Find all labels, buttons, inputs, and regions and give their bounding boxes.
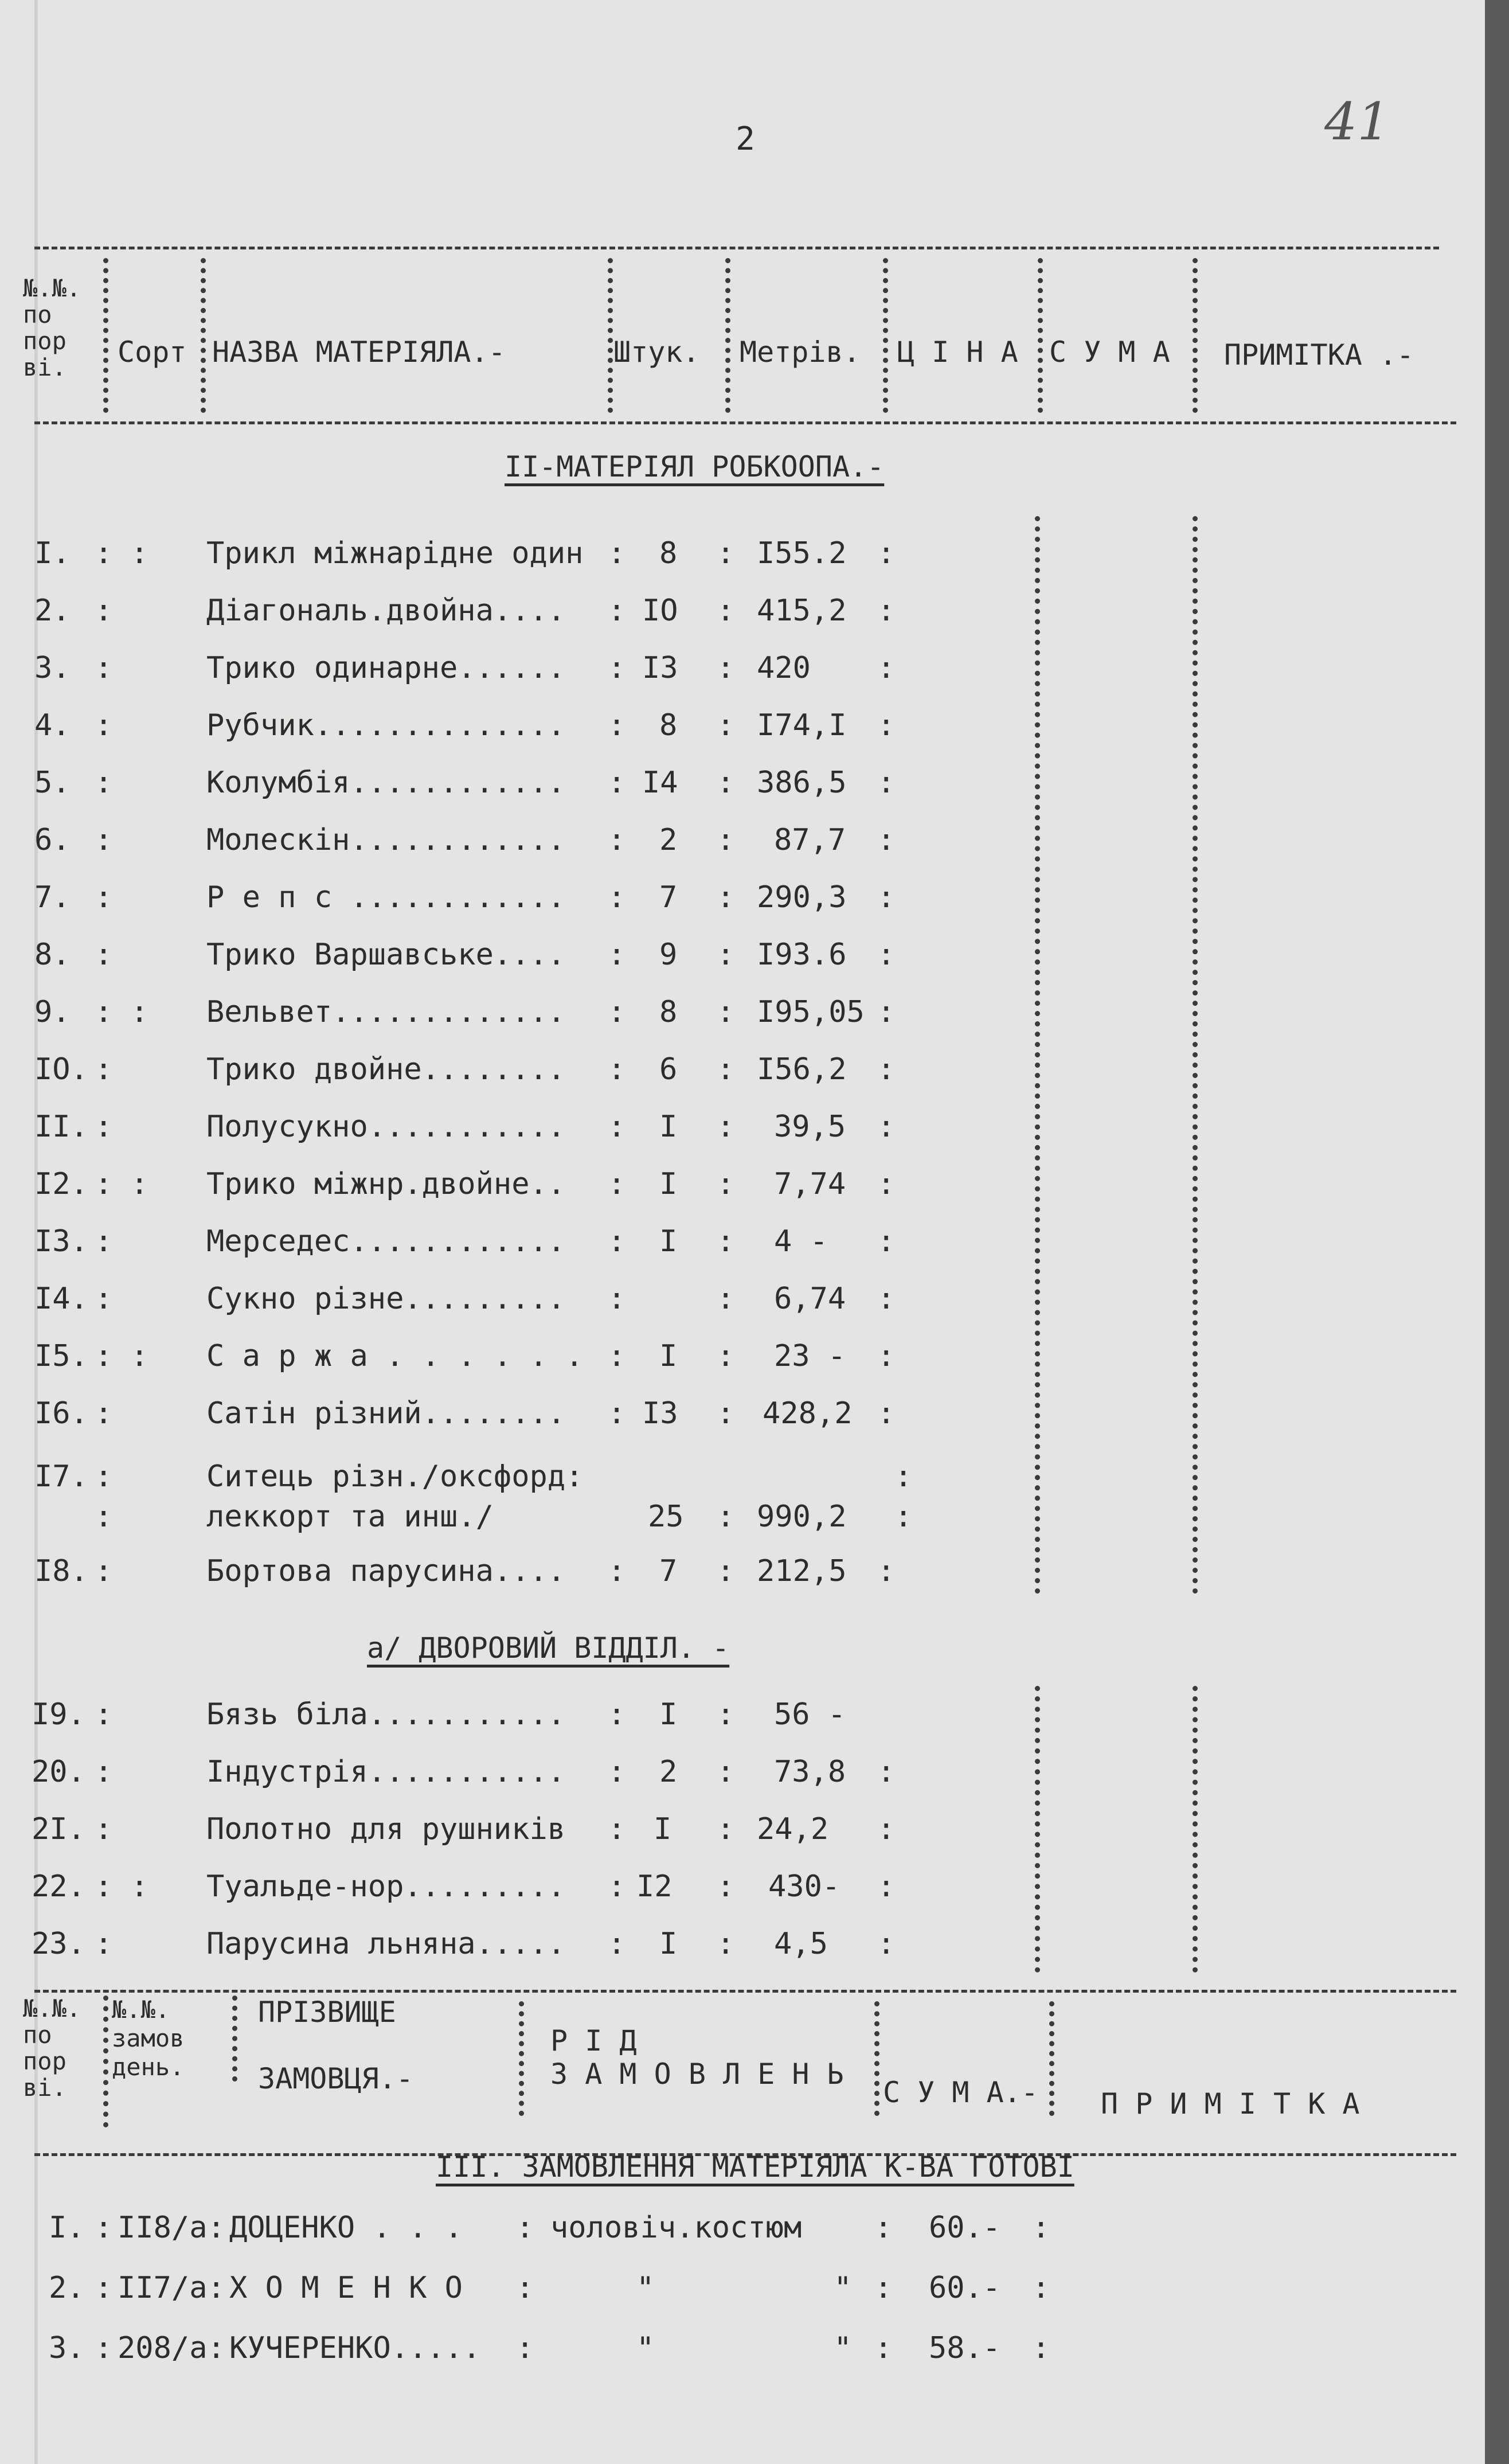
row-pieces: 8	[659, 536, 678, 571]
col-separator	[103, 1996, 108, 2127]
col-separator	[519, 2001, 524, 2116]
row-name: Індустрія...........	[206, 1755, 566, 1789]
row-num: II.	[34, 1110, 88, 1144]
t2-col-header-surname: ПРІЗВИЩЕ ЗАМОВЦЯ.-	[258, 1996, 413, 2095]
table-row: I5. : : С а р ж а . . . . . . : I : 23 - :	[0, 1330, 1485, 1382]
row-name: Трико Варшавське....	[206, 938, 566, 972]
col-separator	[874, 2001, 879, 2116]
row-pieces: I	[659, 1224, 678, 1259]
row-order: II7/а:	[118, 2271, 225, 2305]
row-name: Діагональ.двойна....	[206, 593, 566, 628]
table-row: II. : Полусукно........... : I : 39,5 :	[0, 1101, 1485, 1153]
t2-col-header-note: П Р И М І Т К А	[1101, 2087, 1360, 2121]
row-surname: Х О М Е Н К О	[229, 2271, 463, 2305]
row-pieces: 6	[659, 1052, 678, 1087]
col-header-sum: С У М А	[1049, 335, 1170, 369]
row-sum: 58.-	[929, 2331, 1001, 2365]
row-pieces: 9	[659, 938, 678, 972]
row-num: I.	[49, 2211, 85, 2245]
row-name: Колумбія............	[206, 766, 566, 800]
row-name: Туальде-нор.........	[206, 1869, 566, 1904]
row-name: Трико двойне........	[206, 1052, 566, 1087]
row-meters: 4 -	[774, 1224, 828, 1259]
row-name: Полусукно...........	[206, 1110, 566, 1144]
row-name: Ситець різн./оксфорд: леккорт та инш./	[206, 1459, 584, 1534]
row-meters: 73,8	[774, 1755, 846, 1789]
row-num: 9.	[34, 995, 71, 1029]
row-num: IO.	[34, 1052, 88, 1087]
table-row: 5. : Колумбія............ : I4 : 386,5 :	[0, 757, 1485, 809]
row-pieces: I3	[642, 651, 678, 685]
subsection-title-dvorovyi: а/ ДВОРОВИЙ ВІДДІЛ. -	[367, 1631, 730, 1665]
row-num: I.	[34, 536, 71, 571]
table-row: 23. : Парусина льняна..... : I : 4,5 :	[0, 1918, 1485, 1970]
t2-col-header-sum: С У М А.-	[883, 2076, 1038, 2109]
row-name: Мерседес............	[206, 1224, 566, 1259]
t2-col-header-num: №.№. по пор ві.	[23, 1994, 81, 2102]
row-pieces: I4	[642, 766, 678, 800]
row-num: 2.	[34, 593, 71, 628]
row-num: I5.	[34, 1339, 88, 1373]
table-row: 20. : Індустрія........... : 2 : 73,8 :	[0, 1746, 1485, 1798]
row-meters: 430-	[768, 1869, 840, 1904]
row-num: I9.	[32, 1697, 85, 1732]
row-meters: 420	[757, 651, 811, 685]
row-num: I7.	[34, 1459, 88, 1494]
row-num: 23.	[32, 1927, 85, 1961]
row-name: Трикл міжнарідне один	[206, 536, 584, 571]
row-meters: 415,2	[757, 593, 847, 628]
row-name: Бязь біла...........	[206, 1697, 566, 1732]
table-row: 2. : II7/а: Х О М Е Н К О : " " : 60.- :	[0, 2262, 1485, 2314]
row-meters: 7,74	[774, 1167, 846, 1201]
row-pieces: 2	[659, 1755, 678, 1789]
row-num: 2.	[49, 2271, 85, 2305]
row-meters: 87,7	[774, 823, 846, 857]
page-number: 2	[736, 120, 801, 158]
t2-col-header-order: №.№. замов день.	[112, 1996, 185, 2081]
row-num: 8.	[34, 938, 71, 972]
row-name: Р е п с ............	[206, 880, 566, 915]
table-row: I9. : Бязь біла........... : I : 56 -	[0, 1689, 1485, 1740]
row-meters: 24,2	[757, 1812, 829, 1846]
row-pieces: 2	[659, 823, 678, 857]
row-pieces: I	[659, 1697, 678, 1732]
table-row: 2I. : Полотно для рушників : I : 24,2 :	[0, 1803, 1485, 1855]
row-kind: " "	[636, 2331, 852, 2365]
row-num: I4.	[34, 1282, 88, 1316]
row-name: Трико міжнр.двойне..	[206, 1167, 566, 1201]
row-meters: I95,05	[757, 995, 865, 1029]
col-separator	[608, 258, 613, 413]
row-pieces: 7	[659, 880, 678, 915]
row-num: I6.	[34, 1396, 88, 1431]
row-pieces: IO	[642, 593, 678, 628]
row-pieces: 25	[648, 1500, 684, 1534]
row-order: II8/а:	[118, 2211, 225, 2245]
header-rule-top	[34, 247, 1439, 249]
col-header-meters: Метрів.	[740, 335, 861, 369]
row-num: 5.	[34, 766, 71, 800]
table-row: 3. : 208/а: КУЧЕРЕНКО..... : " " : 58.- :	[0, 2322, 1485, 2374]
col-header-price: Ц І Н А	[897, 335, 1018, 369]
table-row: 22. : : Туальде-нор......... : I2 : 430- :	[0, 1861, 1485, 1912]
row-num: I2.	[34, 1167, 88, 1201]
row-pieces: 8	[659, 995, 678, 1029]
col-separator	[725, 258, 730, 413]
section-title-orders: III. ЗАМОВЛЕННЯ МАТЕРІЯЛА К-ВА ГОТОВІ	[436, 2150, 1074, 2184]
section-title-robkoop: II-МАТЕРІЯЛ РОБКООПА.-	[505, 450, 885, 483]
col-header-name: НАЗВА МАТЕРІЯЛА.-	[212, 335, 506, 369]
table-row: I7. : : Ситець різн./оксфорд: леккорт та инш./ 25 : 990,2 : :	[0, 1456, 1485, 1543]
table-row: I6. : Сатін різний........ : I3 : 428,2 :	[0, 1388, 1485, 1439]
table-row: 4. : Рубчик.............. : 8 : I74,I :	[0, 700, 1485, 751]
table-row: I8. : Бортова парусина.... : 7 : 212,5 :	[0, 1545, 1485, 1597]
col-header-num: №.№. по пор ві.	[23, 274, 81, 381]
row-sum: 60.-	[929, 2211, 1001, 2245]
row-pieces: 7	[659, 1554, 678, 1588]
row-pieces: I	[659, 1110, 678, 1144]
col-separator	[1049, 2001, 1054, 2116]
row-name: Сукно різне.........	[206, 1282, 566, 1316]
row-num: I8.	[34, 1554, 88, 1588]
row-name: Парусина льняна.....	[206, 1927, 566, 1961]
row-pieces: I	[659, 1927, 678, 1961]
row-pieces: I	[659, 1339, 678, 1373]
row-sum: 60.-	[929, 2271, 1001, 2305]
col-separator	[1038, 258, 1043, 413]
row-num: 2I.	[32, 1812, 85, 1846]
table-row: I3. : Мерседес............ : I : 4 - :	[0, 1216, 1485, 1267]
header-rule-bottom	[34, 421, 1456, 424]
row-kind: " "	[636, 2271, 852, 2305]
row-meters: 290,3	[757, 880, 847, 915]
row-name: Полотно для рушників	[206, 1812, 566, 1846]
row-surname: ДОЦЕНКО . . .	[229, 2211, 463, 2245]
table-row: I2. : : Трико міжнр.двойне.. : I : 7,74 :	[0, 1158, 1485, 1210]
row-meters: 212,5	[757, 1554, 847, 1588]
row-name: Вельвет.............	[206, 995, 566, 1029]
row-name: Бортова парусина....	[206, 1554, 566, 1588]
row-meters: 6,74	[774, 1282, 846, 1316]
row-name: Сатін різний........	[206, 1396, 566, 1431]
col-header-pieces: Штук.	[613, 335, 700, 369]
row-meters: 39,5	[774, 1110, 846, 1144]
table-row: 6. : Молескін............ : 2 : 87,7 :	[0, 814, 1485, 866]
col-separator	[883, 258, 888, 413]
row-num: I3.	[34, 1224, 88, 1259]
col-separator	[1193, 258, 1198, 413]
row-pieces: I	[659, 1167, 678, 1201]
table-row: I4. : Сукно різне......... : : 6,74 :	[0, 1273, 1485, 1325]
row-pieces: 8	[659, 708, 678, 743]
col-header-sort: Сорт	[118, 335, 187, 369]
table-row: 3. : Трико одинарне...... : I3 : 420 :	[0, 642, 1485, 694]
row-meters: I93.6	[757, 938, 847, 972]
row-name: С а р ж а . . . . . .	[206, 1339, 584, 1373]
col-header-note: ПРИМІТКА .-	[1224, 338, 1414, 372]
row-name: Молескін............	[206, 823, 566, 857]
row-kind: чоловіч.костюм	[550, 2211, 802, 2245]
row-meters: 386,5	[757, 766, 847, 800]
row-meters: 23 -	[774, 1339, 846, 1373]
row-pieces: I3	[642, 1396, 678, 1431]
table-row: 9. : : Вельвет............. : 8 : I95,05 :	[0, 986, 1485, 1038]
row-meters: 56 -	[774, 1697, 846, 1732]
row-name: Рубчик..............	[206, 708, 566, 743]
row-meters: 990,2	[757, 1500, 847, 1534]
row-meters: I56,2	[757, 1052, 847, 1087]
row-num: 3.	[34, 651, 71, 685]
table2-rule-top	[34, 1990, 1456, 1993]
row-num: 7.	[34, 880, 71, 915]
row-num: 20.	[32, 1755, 85, 1789]
table-row: I. : : Трикл міжнарідне один : 8 : I55.2 :	[0, 528, 1485, 579]
row-order: 208/а:	[118, 2331, 225, 2365]
col-separator	[232, 1996, 237, 2082]
table-row: I. : II8/а: ДОЦЕНКО . . . : чоловіч.костюм : 60.- :	[0, 2202, 1485, 2254]
row-surname: КУЧЕРЕНКО.....	[229, 2331, 481, 2365]
row-meters: 4,5	[774, 1927, 828, 1961]
col-separator	[201, 258, 206, 413]
t2-col-header-kind: Р І Д З А М О В Л Е Н Ь	[550, 2024, 844, 2091]
row-meters: I55.2	[757, 536, 847, 571]
table-row: IO. : Трико двойне........ : 6 : I56,2 :	[0, 1044, 1485, 1095]
row-num: 3.	[49, 2331, 85, 2365]
table-row: 2. : Діагональ.двойна.... : IO : 415,2 :	[0, 585, 1485, 636]
row-num: 22.	[32, 1869, 85, 1904]
archive-page-number: 41	[1324, 92, 1390, 152]
table-row: 7. : Р е п с ............ : 7 : 290,3 :	[0, 872, 1485, 923]
table-row: 8. : Трико Варшавське.... : 9 : I93.6 :	[0, 929, 1485, 981]
row-name: Трико одинарне......	[206, 651, 566, 685]
row-pieces: I	[654, 1812, 672, 1846]
row-meters: 428,2	[763, 1396, 853, 1431]
row-num: 6.	[34, 823, 71, 857]
row-meters: I74,I	[757, 708, 847, 743]
col-separator	[103, 258, 108, 413]
row-num: 4.	[34, 708, 71, 743]
row-pieces: I2	[636, 1869, 673, 1904]
